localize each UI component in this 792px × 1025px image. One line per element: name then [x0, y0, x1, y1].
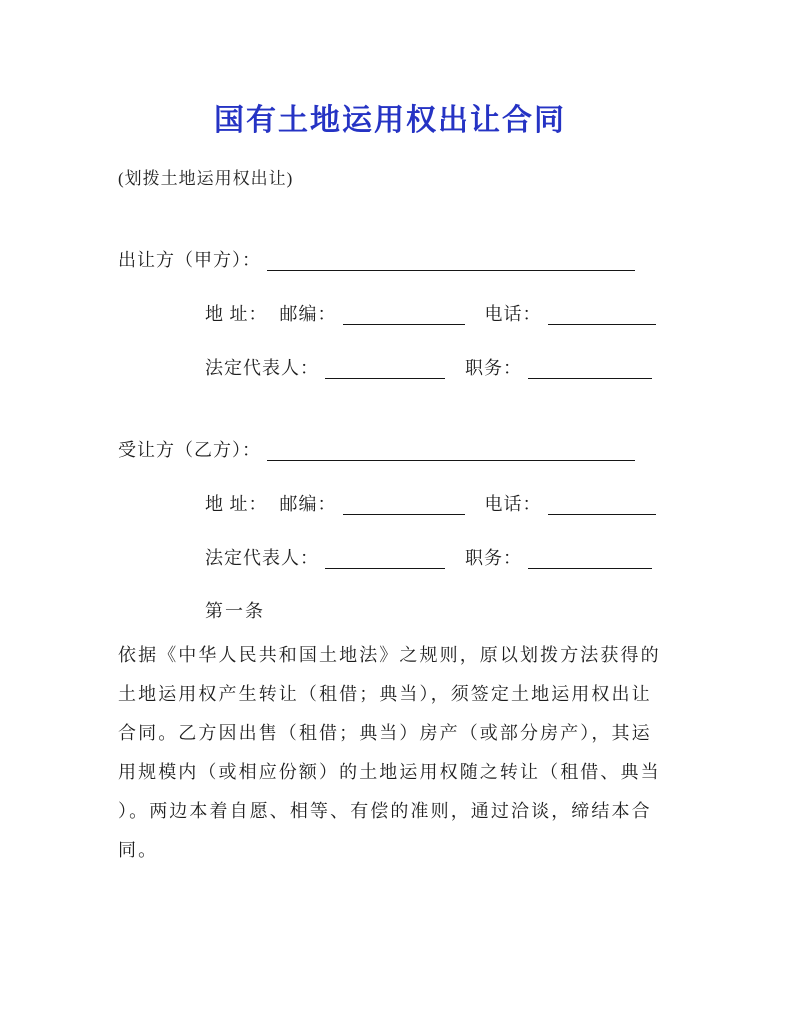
party-a-address-label: 地 址：: [205, 303, 268, 324]
party-b-zip-label: 邮编：: [279, 493, 337, 514]
party-a-role-label: 出让方（甲方）：: [118, 249, 261, 270]
party-a-address-row: [205, 301, 662, 327]
party-b-address-label: 地 址：: [205, 493, 268, 514]
party-a-phone-label: 电话：: [484, 303, 542, 324]
party-a-section: [118, 247, 662, 381]
party-a-legal-rep-label: 法定代表人：: [205, 357, 319, 378]
paragraph-line: 同。: [118, 839, 159, 860]
paragraph-line: 土地运用权产生转让（租借；典当），须签定土地运用权出让: [118, 683, 652, 704]
party-b-phone-label: 电话：: [484, 493, 542, 514]
article-1-heading: 第一条: [205, 600, 265, 621]
party-a-rep-row: [205, 355, 662, 381]
party-b-name-field: [267, 442, 635, 461]
party-b-phone-field: [548, 496, 656, 515]
paragraph-line: ）。两边本着自愿、相等、有偿的准则，通过洽谈，缔结本合: [118, 800, 652, 821]
party-b-role-row: [118, 437, 662, 463]
party-a-duty-label: 职务：: [465, 357, 522, 378]
party-a-role-row: [118, 247, 662, 273]
article-1-body: [118, 636, 662, 870]
party-b-zip-field: [343, 496, 465, 515]
party-a-zip-label: 邮编：: [279, 303, 337, 324]
party-a-zip-field: [343, 306, 465, 325]
paragraph-line: 依据《中华人民共和国土地法》之规则，原以划拨方法获得的: [118, 644, 661, 665]
paragraph-line: 合同。乙方因出售（租借；典当）房产（或部分房产），其运: [118, 722, 652, 743]
party-b-section: [118, 437, 662, 571]
party-b-role-label: 受让方（乙方）：: [118, 439, 261, 460]
paragraph-line: 用规模内（或相应份额）的土地运用权随之转让（租借、典当: [118, 761, 661, 782]
party-b-rep-row: [205, 545, 662, 571]
party-b-duty-field: [528, 550, 652, 569]
party-a-phone-field: [548, 306, 656, 325]
party-b-duty-label: 职务：: [465, 547, 522, 568]
party-b-address-row: [205, 491, 662, 517]
party-a-name-field: [267, 252, 635, 271]
party-a-legal-rep-field: [325, 360, 445, 379]
party-b-legal-rep-field: [325, 550, 445, 569]
party-b-legal-rep-label: 法定代表人：: [205, 547, 319, 568]
party-a-duty-field: [528, 360, 652, 379]
doc-title: 国有土地运用权出让合同: [214, 104, 566, 137]
doc-subtitle: (划拨土地运用权出让): [118, 168, 294, 188]
